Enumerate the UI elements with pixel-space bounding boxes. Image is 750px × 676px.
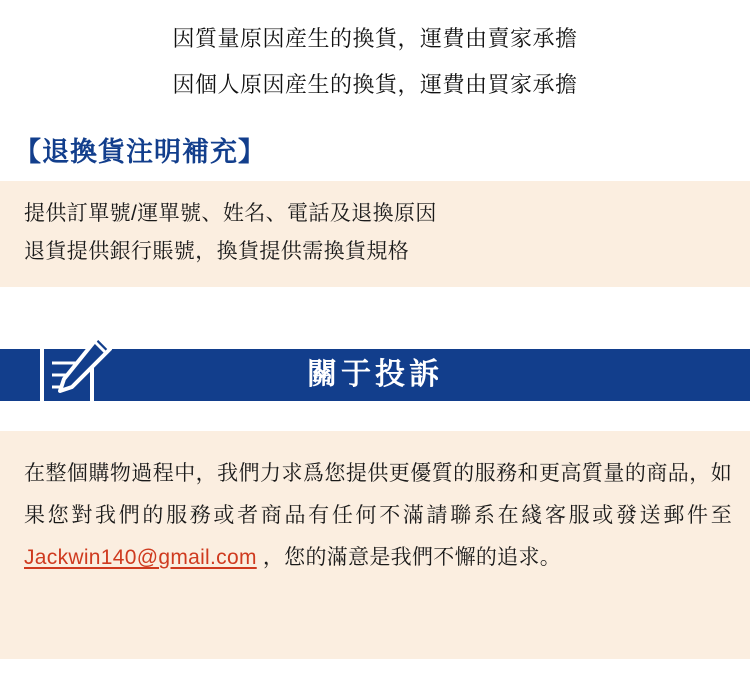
returns-policy-lines bbox=[0, 0, 750, 108]
complaint-text-before-email: 在整個購物過程中，我們力求爲您提供更優質的服務和更高質量的商品，如果您對我們的服務或者商品有任何不滿請聯系在綫客服或發送郵件至 bbox=[24, 462, 732, 527]
note-section-block bbox=[0, 181, 750, 287]
complaint-banner bbox=[0, 335, 750, 409]
note-section-heading: 【退換貨注明補充】 bbox=[14, 137, 266, 167]
returns-policy-line-1: 因質量原因産生的換貨，運費由賣家承擔 bbox=[172, 26, 578, 51]
complaint-paragraph bbox=[24, 453, 732, 579]
note-line-1: 提供訂單號/運單號、姓名、電話及退換原因 bbox=[24, 202, 437, 225]
pencil-note-icon bbox=[36, 335, 114, 409]
banner-title: 關于投訴 bbox=[307, 358, 443, 391]
complaint-text-after-email: ，您的滿意是我們不懈的追求。 bbox=[256, 546, 562, 569]
note-line-2: 退貨提供銀行賬號，換貨提供需換貨規格 bbox=[24, 240, 410, 263]
complaint-text-block bbox=[0, 431, 750, 659]
returns-policy-line-2: 因個人原因産生的換貨，運費由買家承擔 bbox=[172, 72, 578, 97]
support-email-link[interactable]: Jackwin140@gmail.com bbox=[24, 546, 257, 569]
